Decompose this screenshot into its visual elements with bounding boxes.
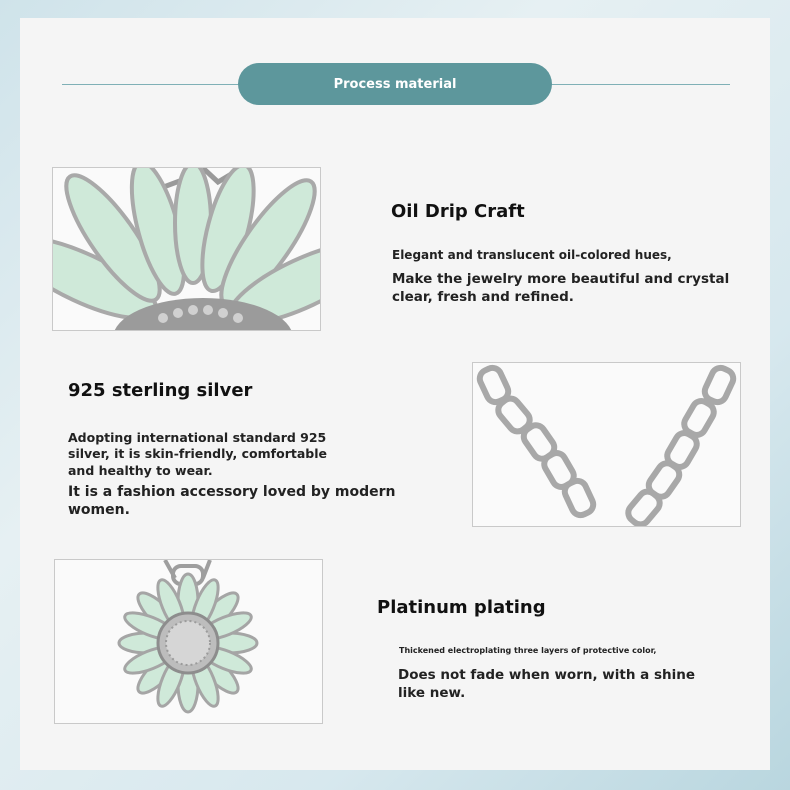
platinum-title: Platinum plating	[377, 597, 546, 618]
header-divider-right	[548, 84, 730, 85]
silver-title: 925 sterling silver	[68, 380, 253, 401]
chain-closeup-image	[472, 362, 741, 527]
header-divider-left	[62, 84, 242, 85]
platinum-desc-2: Does not fade when worn, with a shine like new.	[398, 667, 696, 701]
oil-drip-desc-2: Make the jewelry more beautiful and crystal clear, fresh and refined.	[392, 271, 730, 305]
silver-desc-2: It is a fashion accessory loved by modern women.	[68, 484, 396, 519]
section-header-pill: Process material	[238, 63, 552, 105]
oil-drip-title: Oil Drip Craft	[391, 201, 525, 222]
oil-drip-closeup-image	[52, 167, 321, 331]
silver-desc-1: Adopting international standard 925 silver, it is skin-friendly, comfortable and healthy to wear.	[68, 430, 327, 478]
platinum-desc-1: Thickened electroplating three layers of protective color,	[399, 646, 657, 655]
oil-drip-desc-1: Elegant and translucent oil-colored hues,	[392, 248, 672, 262]
daisy-pendant-image	[54, 559, 323, 724]
